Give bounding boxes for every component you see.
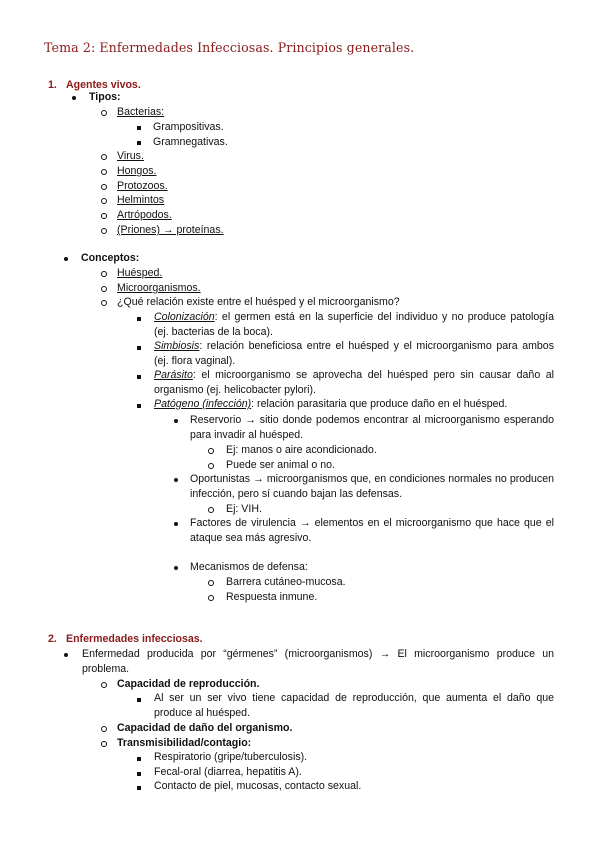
- bullet-dot-icon: [174, 478, 178, 482]
- oportunistas-ejemplo: Ej: VIH.: [226, 503, 262, 515]
- page-title: Tema 2: Enfermedades Infecciosas. Principios generales.: [44, 40, 415, 55]
- mecanismos-defensa: Mecanismos de defensa:: [190, 561, 308, 573]
- tipo-grampositivas: Grampositivas.: [153, 121, 224, 133]
- tipo-artropodos: Artrópodos.: [117, 209, 172, 221]
- bullet-dot-icon: [174, 566, 178, 570]
- tipo-priones: (Priones) → proteínas.: [117, 224, 224, 236]
- patogeno-text: : relación parasitaria que produce daño en el huésped.: [251, 398, 508, 410]
- bullet-circle-icon: [101, 198, 107, 204]
- capacidad-dano: Capacidad de daño del organismo.: [117, 722, 293, 734]
- reservorio-text: Reservorio → sitio donde podemos encontrar al microorganismo esperando para invadir al huésped.: [190, 414, 554, 441]
- patogeno-term: Patógeno (infección): [154, 398, 252, 410]
- tipo-hongos: Hongos.: [117, 165, 157, 177]
- bullet-square-icon: [137, 317, 141, 321]
- bullet-circle-icon: [101, 726, 107, 732]
- bullet-circle-icon: [101, 213, 107, 219]
- contagio-contacto: Contacto de piel, mucosas, contacto sexual.: [154, 780, 362, 792]
- bullet-circle-icon: [101, 271, 107, 277]
- relacion-patogeno: [154, 397, 507, 412]
- tipo-bacterias: Bacterias:: [117, 106, 165, 118]
- bullet-circle-icon: [101, 682, 107, 688]
- tipo-virus: Virus.: [117, 150, 144, 162]
- bullet-circle-icon: [101, 110, 107, 116]
- bullet-square-icon: [137, 375, 141, 379]
- parasito-text: : el microorganismo se aprovecha del huésped pero sin causar daño al organismo (ej. helicobacter pylori).: [154, 369, 554, 396]
- reservorio-animal: Puede ser animal o no.: [226, 459, 335, 471]
- reservorio-ejemplo: Ej: manos o aire acondicionado.: [226, 444, 377, 456]
- concepto-microorganismos: Microorganismos.: [117, 282, 201, 294]
- bullet-dot-icon: [64, 257, 68, 261]
- tipos-label: Tipos:: [89, 91, 121, 103]
- relacion-colonizacion: [154, 310, 554, 339]
- contagio-respiratorio: Respiratorio (gripe/tuberculosis).: [154, 751, 308, 763]
- bullet-square-icon: [137, 772, 141, 776]
- respuesta-inmune: Respuesta inmune.: [226, 591, 318, 603]
- parasito-term: Parásito: [154, 369, 193, 381]
- bullet-circle-icon: [101, 228, 107, 234]
- bullet-circle-icon: [208, 580, 214, 586]
- bullet-square-icon: [137, 786, 141, 790]
- bullet-circle-icon: [101, 286, 107, 292]
- colonizacion-term: Colonización: [154, 311, 215, 323]
- contagio-fecal-oral: Fecal-oral (diarrea, hepatitis A).: [154, 766, 302, 778]
- bullet-square-icon: [137, 404, 141, 408]
- bullet-circle-icon: [208, 448, 214, 454]
- bullet-circle-icon: [208, 507, 214, 513]
- bullet-circle-icon: [101, 300, 107, 306]
- section-2-heading: Enfermedades infecciosas.: [66, 633, 203, 645]
- bullet-circle-icon: [101, 154, 107, 160]
- section-1-heading: Agentes vivos.: [66, 79, 141, 91]
- bullet-circle-icon: [101, 169, 107, 175]
- simbiosis-text: : relación beneficiosa entre el huésped y el microorganismo para ambos (ej. flora vaginal).: [154, 340, 554, 367]
- bullet-circle-icon: [208, 463, 214, 469]
- bullet-circle-icon: [208, 595, 214, 601]
- simbiosis-term: Simbiosis: [154, 340, 200, 352]
- bullet-square-icon: [137, 126, 141, 130]
- bullet-square-icon: [137, 757, 141, 761]
- bullet-dot-icon: [72, 96, 76, 100]
- enfermedad-intro: Enfermedad producida por “gérmenes” (microorganismos) → El microorganismo produce un problema.: [82, 648, 554, 675]
- bullet-dot-icon: [174, 419, 178, 423]
- colonizacion-text: : el germen está en la superficie del individuo y no produce patología (ej. bacterias de la boca).: [154, 311, 554, 338]
- concepto-relacion: ¿Qué relación existe entre el huésped y el microorganismo?: [117, 296, 400, 308]
- tipo-helmintos: Helmintos: [117, 194, 165, 206]
- tipo-protozoos: Protozoos.: [117, 180, 168, 192]
- bullet-circle-icon: [101, 741, 107, 747]
- transmisibilidad-contagio: Transmisibilidad/contagio:: [117, 737, 252, 749]
- section-1-number: 1.: [48, 79, 57, 91]
- bullet-circle-icon: [101, 184, 107, 190]
- bullet-square-icon: [137, 141, 141, 145]
- concepto-huesped: Huésped.: [117, 267, 163, 279]
- bullet-dot-icon: [174, 522, 178, 526]
- barrera-cutanea: Barrera cutáneo-mucosa.: [226, 576, 346, 588]
- section-2-number: 2.: [48, 633, 57, 645]
- bullet-square-icon: [137, 698, 141, 702]
- bullet-dot-icon: [64, 653, 68, 657]
- reproduccion-text: Al ser un ser vivo tiene capacidad de reproducción, que aumenta el daño que produce al huésped.: [154, 692, 554, 719]
- relacion-parasito: [154, 368, 554, 397]
- bullet-square-icon: [137, 346, 141, 350]
- conceptos-label: Conceptos:: [81, 252, 140, 264]
- relacion-simbiosis: [154, 339, 554, 368]
- capacidad-reproduccion: Capacidad de reproducción.: [117, 678, 260, 690]
- oportunistas-text: Oportunistas → microorganismos que, en condiciones normales no producen infección, pero sí cuando bajan las defensas.: [190, 473, 554, 500]
- tipo-gramnegativas: Gramnegativas.: [153, 136, 228, 148]
- virulencia-text: Factores de virulencia → elementos en el microorganismo que hace que el ataque sea más agresivo.: [190, 517, 554, 544]
